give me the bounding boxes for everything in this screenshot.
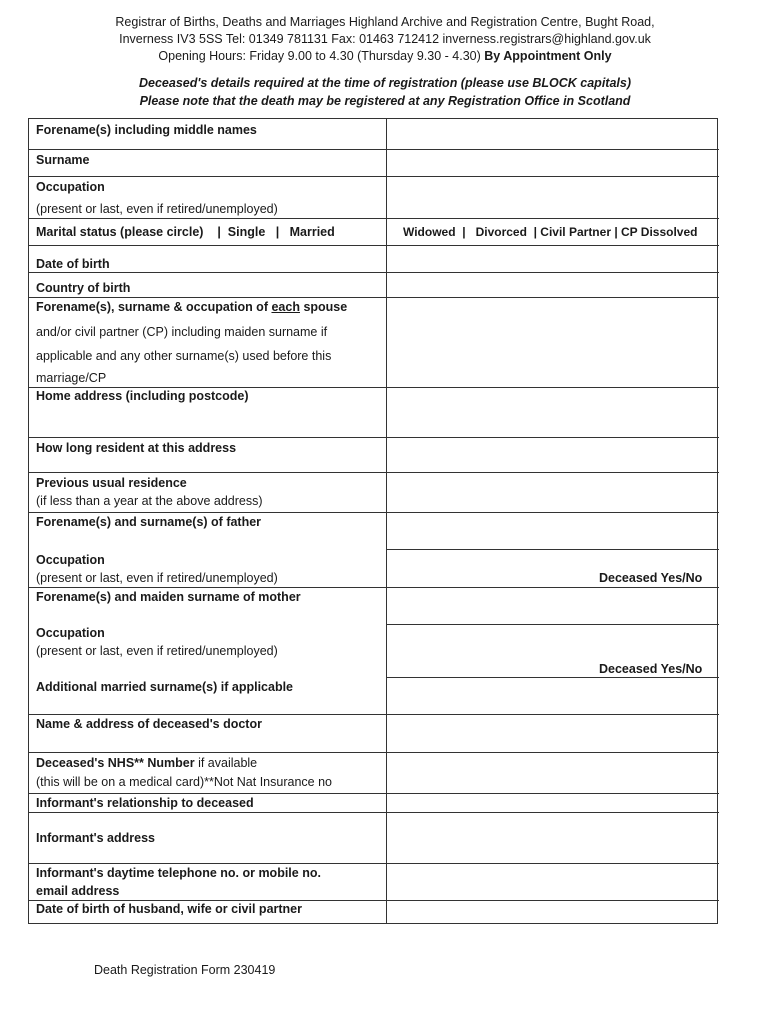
mother-occupation-label: Occupation xyxy=(36,626,105,640)
row-divider xyxy=(386,549,719,550)
father-occupation-label: Occupation xyxy=(36,553,105,567)
header-line-3: Opening Hours: Friday 9.00 to 4.30 (Thursday 9.30 - 4.30) By Appointment Only xyxy=(158,49,612,63)
row-divider xyxy=(29,176,719,177)
spouse-label-line-4: marriage/CP xyxy=(36,371,107,385)
row-divider xyxy=(29,245,719,246)
mother-deceased-label: Deceased Yes/No xyxy=(599,662,703,676)
father-deceased-label: Deceased Yes/No xyxy=(599,571,703,585)
marital-status-label: Marital status (please circle) | Single | Married xyxy=(36,225,335,239)
previous-residence-label: Previous usual residence xyxy=(36,476,187,490)
row-divider xyxy=(29,752,719,753)
home-address-label: Home address (including postcode) xyxy=(36,389,249,403)
nhs-number-label: Deceased's NHS** Number if available xyxy=(36,756,258,770)
father-occupation-note: (present or last, even if retired/unemployed) xyxy=(36,571,278,585)
spouse-label-line-2: and/or civil partner (CP) including maiden surname if xyxy=(36,325,328,339)
informant-phone-label: Informant's daytime telephone no. or mobile no. xyxy=(36,866,321,880)
doctor-label: Name & address of deceased's doctor xyxy=(36,717,262,731)
informant-address-label: Informant's address xyxy=(36,831,155,845)
mother-occupation-note: (present or last, even if retired/unemployed) xyxy=(36,644,278,658)
instruction-line-1: Deceased's details required at the time of registration (please use BLOCK capitals) xyxy=(138,76,631,90)
nhs-number-note: (this will be on a medical card)**Not Nat Insurance no xyxy=(36,775,332,789)
row-divider xyxy=(386,624,719,625)
header-line-1: Registrar of Births, Deaths and Marriages Highland Archive and Registration Centre, Bught Road, xyxy=(115,15,655,29)
mother-married-surnames-label: Additional married surname(s) if applicable xyxy=(36,680,294,694)
column-divider xyxy=(386,119,387,923)
form-footer: Death Registration Form 230419 xyxy=(94,963,276,977)
row-divider xyxy=(29,149,719,150)
office-header xyxy=(0,14,770,65)
forenames-label: Forename(s) including middle names xyxy=(36,123,257,137)
surname-label: Surname xyxy=(36,153,90,167)
dob-label: Date of birth xyxy=(36,257,110,271)
how-long-label: How long resident at this address xyxy=(36,441,237,455)
country-of-birth-label: Country of birth xyxy=(36,281,131,295)
row-divider xyxy=(29,472,719,473)
spouse-label: Forename(s), surname & occupation of each spouse xyxy=(36,300,348,314)
spouse-label-line-3: applicable and any other surname(s) used before this xyxy=(36,349,332,363)
row-divider xyxy=(29,272,719,273)
row-divider xyxy=(29,437,719,438)
row-divider xyxy=(29,218,719,219)
header-line-2: Inverness IV3 5SS Tel: 01349 781131 Fax: 01463 712412 inverness.registrars@highland.gov.uk xyxy=(119,32,651,46)
informant-email-label: email address xyxy=(36,884,120,898)
instruction-line-2: Please note that the death may be registered at any Registration Office in Scotland xyxy=(139,94,631,108)
registration-form-table xyxy=(28,118,718,924)
marital-options: Widowed | Divorced | Civil Partner | CP Dissolved xyxy=(403,225,698,239)
form-instructions xyxy=(0,74,770,110)
informant-relationship-label: Informant's relationship to deceased xyxy=(36,796,254,810)
occupation-label: Occupation xyxy=(36,180,105,194)
father-name-label: Forename(s) and surname(s) of father xyxy=(36,515,262,529)
previous-residence-note: (if less than a year at the above address) xyxy=(36,494,263,508)
row-divider xyxy=(29,812,719,813)
occupation-note: (present or last, even if retired/unemployed) xyxy=(36,202,278,216)
spouse-dob-label: Date of birth of husband, wife or civil partner xyxy=(36,902,302,916)
mother-name-label: Forename(s) and maiden surname of mother xyxy=(36,590,301,604)
